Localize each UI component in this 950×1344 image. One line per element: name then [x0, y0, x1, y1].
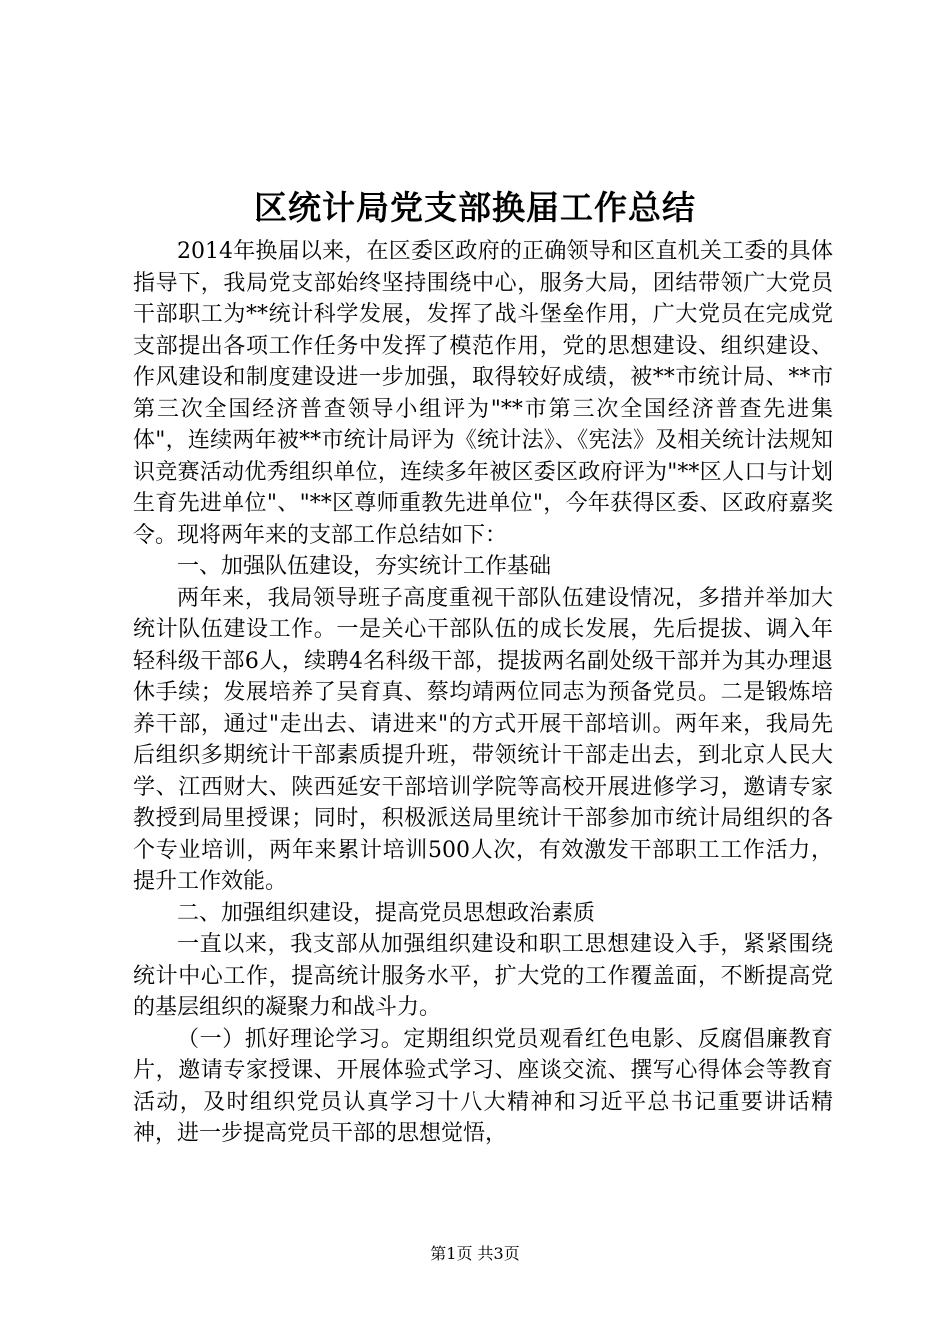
- page-footer: 第1页 共3页: [430, 1244, 520, 1263]
- section-heading-1: 一、加强队伍建设，夯实统计工作基础: [177, 554, 552, 579]
- section-2-paragraph: 一直以来，我支部从加强组织建设和职工思想建设入手，紧紧围绕统计中心工作，提高统计服务水平，扩大党的工作覆盖面，不断提高党的基层组织的凝聚力和战斗力。: [133, 932, 833, 1020]
- document-title: 区统计局党支部换届工作总结: [254, 188, 696, 227]
- intro-paragraph: 2014年换届以来，在区委区政府的正确领导和区直机关工委的具体指导下，我局党支部始终坚持围绕中心，服务大局，团结带领广大党员干部职工为**统计科学发展，发挥了战斗堡垒作用，广大党员在完成党支部提出各项工作任务中发挥了模范作用，党的思想建设、组织建设、作风建设和制度建设进一步加强，取得较好成绩，被**市统计局、**市第三次全国经济普查领导小组评为"**市第三次全国经济普查先进集体"，连续两年被**市统计局评为《统计法》、《宪法》及相关统计法规知识竞赛活动优秀组织单位，连续多年被区委区政府评为"**区人口与计划生育先进单位"、"**区尊师重教先进单位"，今年获得区委、区政府嘉奖令。现将两年来的支部工作总结如下：: [133, 239, 833, 548]
- section-heading-2: 二、加强组织建设，提高党员思想政治素质: [177, 900, 596, 926]
- section-1-paragraph: 两年来，我局领导班子高度重视干部队伍建设情况，多措并举加大统计队伍建设工作。一是关心干部队伍的成长发展，先后提拔、调入年轻科级干部6人，续聘4名科级干部，提拔两名副处级干部并为其办理退休手续；发展培养了吴育真、蔡均靖两位同志为预备党员。二是锻炼培养干部，通过"走出去、请进来"的方式开展干部培训。两年来，我局先后组织多期统计干部素质提升班，带领统计干部走出去，到北京人民大学、江西财大、陕西延安干部培训学院等高校开展进修学习，邀请专家教授到局里授课；同时，积极派送局里统计干部参加市统计局组织的各个专业培训，两年来累计培训500人次，有效激发干部职工工作活力，提升工作效能。: [133, 585, 833, 894]
- subsection-1-paragraph: （一）抓好理论学习。定期组织党员观看红色电影、反腐倡廉教育片，邀请专家授课、开展体验式学习、座谈交流、撰写心得体会等教育活动，及时组织党员认真学习十八大精神和习近平总书记重要讲话精神，进一步提高党员干部的思想觉悟，: [133, 1026, 833, 1146]
- document-body: [133, 236, 833, 1150]
